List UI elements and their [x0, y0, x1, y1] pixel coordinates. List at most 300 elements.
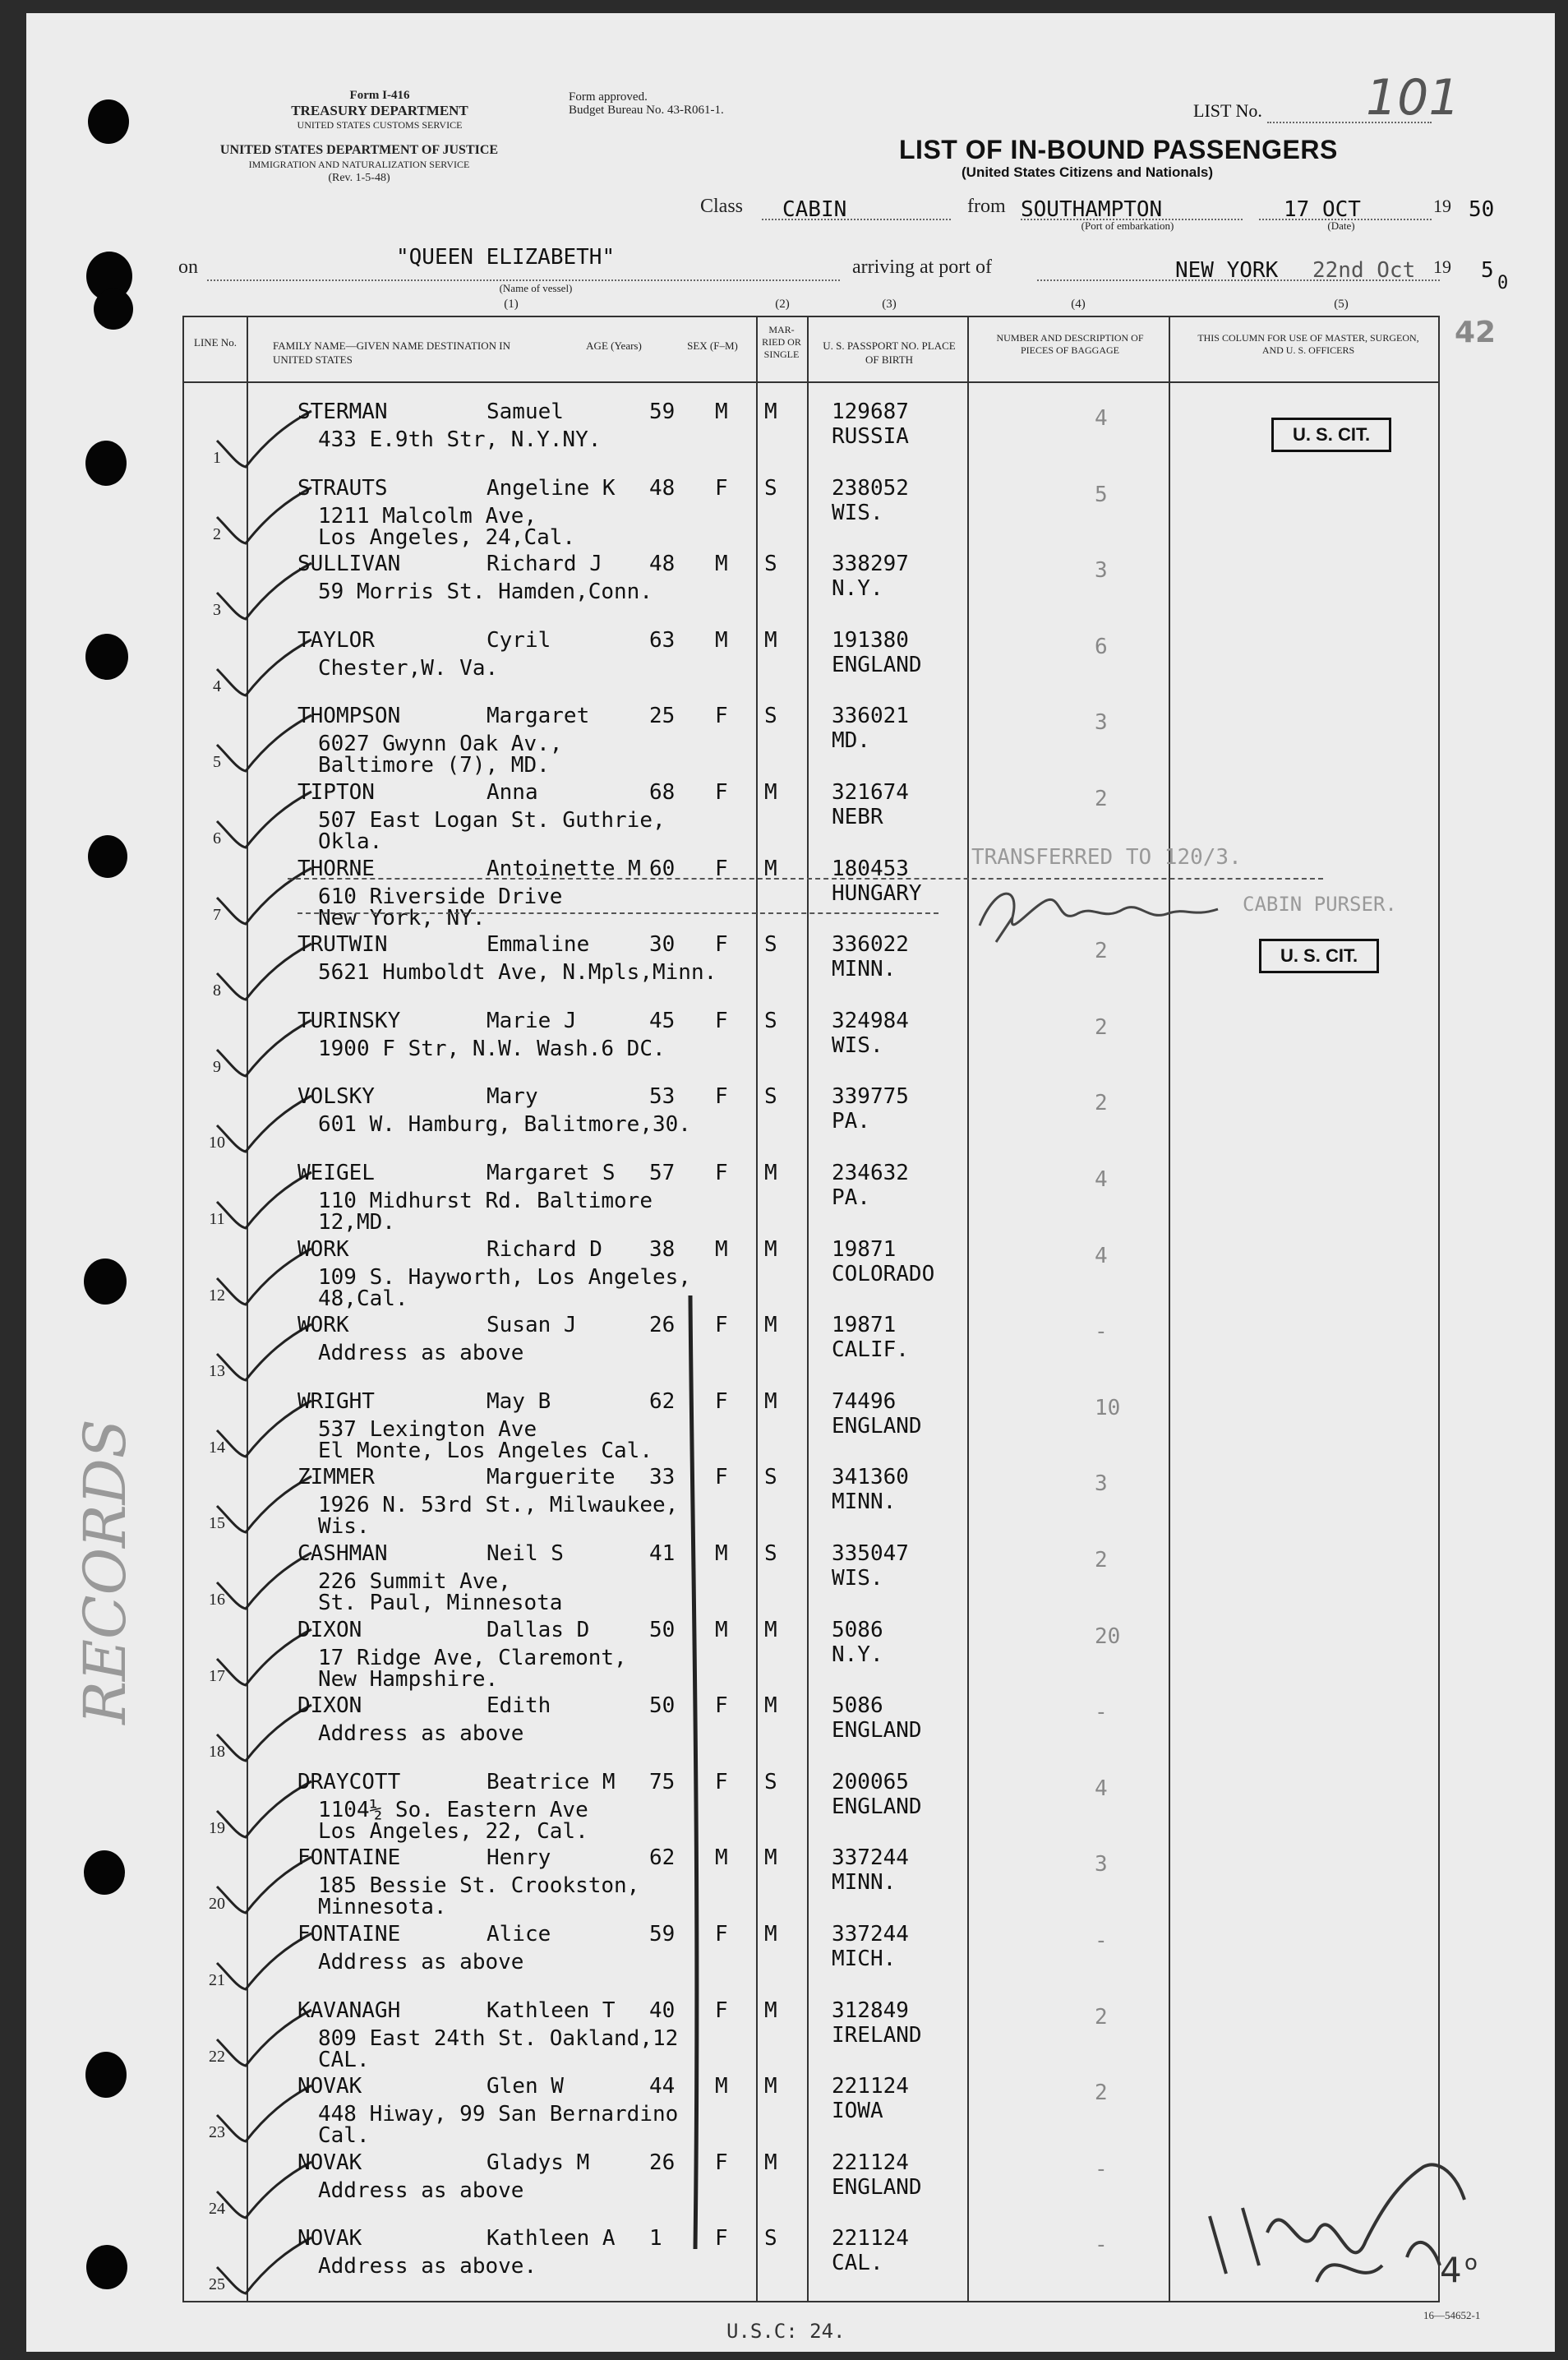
column-number: (4) [1071, 298, 1086, 311]
age: 50 [649, 1693, 676, 1719]
baggage-count: 3 [1095, 710, 1108, 736]
address-line-2: El Monte, Los Angeles Cal. [318, 1438, 653, 1463]
year-prefix: 19 [1433, 196, 1451, 216]
line-number: 13 [209, 1362, 225, 1381]
address-line-1: 507 East Logan St. Guthrie, [318, 808, 666, 833]
address-line-1: Address as above [318, 2178, 524, 2203]
sex: M [715, 1236, 728, 1262]
given-name: Beatrice M [487, 1769, 616, 1794]
address-line-1: 110 Midhurst Rd. Baltimore [318, 1189, 653, 1213]
birthplace: ENGLAND [832, 1413, 922, 1439]
age: 48 [649, 475, 676, 501]
line-number: 5 [213, 753, 221, 772]
baggage-count: 2 [1095, 2081, 1108, 2106]
line-number: 7 [213, 905, 221, 924]
line-number: 11 [209, 1210, 225, 1228]
strike-line [297, 912, 938, 914]
passport-number: 74496 [832, 1388, 897, 1414]
family-name: THOMPSON [297, 704, 401, 729]
passport-number: 180453 [832, 856, 909, 881]
family-name: KAVANAGH [297, 1997, 401, 2023]
sex: M [715, 1617, 728, 1642]
given-name: Marie J [487, 1008, 577, 1033]
given-name: Kathleen T [487, 1997, 616, 2023]
age: 44 [649, 2074, 676, 2099]
family-name: WORK [297, 1313, 349, 1338]
line-number: 3 [213, 601, 221, 620]
baggage-count: 2 [1095, 939, 1108, 964]
line-number: 12 [209, 1286, 225, 1305]
family-name: ZIMMER [297, 1465, 375, 1490]
family-name: WEIGEL [297, 1161, 375, 1185]
line-number: 15 [209, 1514, 225, 1533]
address-line-2: Cal. [318, 2123, 370, 2149]
class-label: Class [700, 196, 744, 217]
birthplace: MD. [832, 728, 870, 754]
sex: M [715, 1541, 728, 1566]
line-number: 21 [209, 1971, 225, 1989]
marital-status: M [764, 627, 777, 653]
given-name: Richard D [487, 1236, 602, 1262]
sex: F [715, 1313, 728, 1338]
address-line-1: 6027 Gwynn Oak Av., [318, 732, 563, 757]
line-number: 19 [209, 1818, 225, 1837]
marital-status: S [764, 1008, 777, 1033]
table-right-border [1438, 316, 1440, 2302]
age: 40 [649, 1997, 676, 2023]
address-line-1: 1104½ So. Eastern Ave [318, 1797, 588, 1822]
age: 57 [649, 1161, 676, 1185]
passport-number: 234632 [832, 1161, 909, 1185]
address-line-1: 109 S. Hayworth, Los Angeles, [318, 1264, 691, 1290]
sex: F [715, 856, 728, 881]
inspector-signature [1193, 2118, 1506, 2307]
birthplace: WIS. [832, 1566, 883, 1591]
family-name: DRAYCOTT [297, 1769, 401, 1794]
passport-number: 221124 [832, 2074, 909, 2099]
sex: M [715, 1845, 728, 1871]
family-name: NOVAK [297, 2074, 362, 2099]
address-line-2: New York, NY. [318, 905, 486, 931]
svg-text:4: 4 [1440, 2250, 1462, 2290]
baggage-count: - [1095, 2156, 1108, 2182]
age: 48 [649, 552, 676, 577]
vessel-name: "QUEEN ELIZABETH" [396, 245, 616, 270]
passport-number: 336022 [832, 932, 909, 958]
line-number: 18 [209, 1743, 225, 1762]
passport-number: 321674 [832, 780, 909, 805]
marital-status: M [764, 1693, 777, 1719]
baggage-count: - [1095, 1928, 1108, 1953]
marital-status: M [764, 1388, 777, 1414]
given-name: Margaret S [487, 1161, 616, 1185]
given-name: Anna [487, 780, 538, 805]
form-number: Form I-416 [349, 89, 410, 102]
date-caption: (Date) [1327, 219, 1355, 232]
line-number: 25 [209, 2275, 225, 2294]
marital-status: M [764, 1236, 777, 1262]
column-number: (5) [1334, 298, 1349, 311]
sex: F [715, 1769, 728, 1794]
port-of-embarkation: SOUTHAMPTON [1021, 197, 1163, 222]
age: 62 [649, 1388, 676, 1414]
given-name: May B [487, 1388, 551, 1414]
baggage-count: 4 [1095, 1167, 1108, 1192]
birthplace: HUNGARY [832, 880, 922, 906]
line-number: 16 [209, 1591, 225, 1609]
punch-hole [85, 2052, 127, 2098]
family-name: NOVAK [297, 2226, 362, 2251]
birthplace: WIS. [832, 1032, 883, 1058]
sex: M [715, 627, 728, 653]
baggage-count: 2 [1095, 1014, 1108, 1040]
address-line-1: Address as above [318, 1341, 524, 1366]
year-suffix: 50 [1469, 197, 1495, 222]
marital-status: M [764, 1161, 777, 1185]
family-name: WORK [297, 1236, 349, 1262]
on-label: on [178, 256, 198, 278]
line-number: 9 [213, 1057, 221, 1076]
family-name: TRUTWIN [297, 932, 388, 958]
birthplace: MICH. [832, 1947, 897, 1971]
age: 59 [649, 399, 676, 424]
us-citizen-stamp: U. S. CIT. [1259, 939, 1379, 973]
marital-status: S [764, 2226, 777, 2251]
given-name: Cyril [487, 627, 551, 653]
given-name: Susan J [487, 1313, 577, 1338]
form-revision: (Rev. 1-5-48) [328, 172, 390, 184]
line-number: 22 [209, 2047, 225, 2066]
given-name: Dallas D [487, 1617, 590, 1642]
vessel-caption: (Name of vessel) [499, 282, 573, 294]
passport-number: 337244 [832, 1922, 909, 1947]
age: 30 [649, 932, 676, 958]
baggage-count: 2 [1095, 787, 1108, 811]
line-number: 2 [213, 524, 221, 543]
address-line-1: Address as above. [318, 2254, 537, 2279]
sex: F [715, 1084, 728, 1110]
address-line-2: New Hampshire. [318, 1666, 499, 1692]
family-name: TIPTON [297, 780, 375, 805]
port-embark-caption: (Port of embarkation) [1081, 219, 1174, 232]
line-number: 8 [213, 981, 221, 1000]
baggage-count: 5 [1095, 482, 1108, 507]
address-line-1: 601 W. Hamburg, Balitmore,30. [318, 1112, 691, 1138]
column-divider [756, 316, 758, 2302]
passport-number: 129687 [832, 399, 909, 424]
given-name: Edith [487, 1693, 551, 1719]
age: 75 [649, 1769, 676, 1794]
address-line-2: St. Paul, Minnesota [318, 1591, 563, 1615]
passport-number: 335047 [832, 1541, 909, 1566]
marital-status: S [764, 552, 777, 577]
marital-status: M [764, 1845, 777, 1871]
birthplace: WIS. [832, 500, 883, 525]
passport-number: 337244 [832, 1845, 909, 1871]
given-name: Marguerite [487, 1465, 616, 1490]
table-top-border [182, 316, 1440, 317]
family-name: NOVAK [297, 2150, 362, 2175]
address-line-1: 5621 Humboldt Ave, N.Mpls,Minn. [318, 960, 717, 986]
marital-status: M [764, 856, 777, 881]
passport-number: 19871 [832, 1313, 897, 1338]
marital-status: M [764, 1313, 777, 1338]
marital-status: S [764, 1465, 777, 1490]
sex: F [715, 475, 728, 501]
treasury-department: TREASURY DEPARTMENT [291, 103, 468, 118]
sex: F [715, 2150, 728, 2175]
baggage-count: - [1095, 1700, 1108, 1725]
age: 1 [649, 2226, 662, 2251]
address-line-1: 17 Ridge Ave, Claremont, [318, 1645, 627, 1670]
line-number: 14 [209, 1438, 225, 1457]
age: 38 [649, 1236, 676, 1262]
baggage-count: 3 [1095, 1852, 1108, 1877]
line-number: 1 [213, 449, 221, 467]
age: 33 [649, 1465, 676, 1490]
baggage-count: 4 [1095, 1776, 1108, 1801]
birthplace: ENGLAND [832, 1794, 922, 1819]
manifest-subtitle: (United States Citizens and Nationals) [962, 164, 1214, 180]
list-no-value: 101 [1366, 69, 1460, 127]
header-baggage: NUMBER AND DESCRIPTION OF PIECES OF BAGGAGE [996, 332, 1144, 356]
family-name: TURINSKY [297, 1008, 401, 1033]
arrival-port: NEW YORK [1175, 258, 1279, 283]
passport-number: 221124 [832, 2226, 909, 2251]
address-line-1: 226 Summit Ave, [318, 1569, 511, 1594]
address-line-1: 1926 N. 53rd St., Milwaukee, [318, 1493, 679, 1518]
sex: M [715, 399, 728, 424]
given-name: Emmaline [487, 932, 590, 958]
address-line-1: 448 Hiway, 99 San Bernardino [318, 2102, 679, 2127]
family-name: VOLSKY [297, 1084, 375, 1110]
age: 26 [649, 1313, 676, 1338]
birthplace: IRELAND [832, 2022, 922, 2048]
given-name: Richard J [487, 552, 602, 577]
marital-status: M [764, 2074, 777, 2099]
age: 62 [649, 1845, 676, 1871]
address-line-1: 809 East 24th St. Oakland,12 [318, 2025, 679, 2051]
age: 45 [649, 1008, 676, 1033]
header-age: AGE (Years) [586, 339, 642, 352]
given-name: Angeline K [487, 475, 616, 501]
purser-signature [963, 876, 1251, 950]
margin-note: RECORDS [71, 1419, 139, 1725]
address-line-2: CAL. [318, 2047, 370, 2072]
arrival-year-suffix-2: 0 [1497, 273, 1509, 293]
age: 53 [649, 1084, 676, 1110]
baggage-count: 4 [1095, 406, 1108, 431]
marital-status: S [764, 475, 777, 501]
marital-status: M [764, 1617, 777, 1642]
punch-hole [88, 99, 129, 144]
sex: M [715, 2074, 728, 2099]
marital-status: S [764, 932, 777, 958]
baggage-count: 3 [1095, 558, 1108, 584]
marital-status: S [764, 1541, 777, 1566]
passport-number: 312849 [832, 1997, 909, 2023]
address-line-2: Baltimore (7), MD. [318, 753, 550, 778]
birthplace: MINN. [832, 957, 897, 982]
address-line-1: 59 Morris St. Hamden,Conn. [318, 580, 653, 605]
line-number: 6 [213, 829, 221, 847]
passport-number: 19871 [832, 1236, 897, 1262]
passport-number: 336021 [832, 704, 909, 729]
address-line-2: Okla. [318, 829, 383, 854]
given-name: Alice [487, 1922, 551, 1947]
header-name: FAMILY NAME—GIVEN NAME DESTINATION IN UNITED STATES [273, 339, 511, 366]
arriving-label: arriving at port of [852, 256, 992, 278]
baggage-count: 10 [1095, 1395, 1121, 1420]
punch-hole [85, 441, 127, 486]
birthplace: RUSSIA [832, 424, 909, 449]
address-line-2: Minnesota. [318, 1895, 447, 1920]
transferred-note: TRANSFERRED TO 120/3. [971, 845, 1242, 870]
print-code: 16—54652-1 [1423, 2309, 1481, 2321]
sex: F [715, 1465, 728, 1490]
passport-number: 338297 [832, 552, 909, 577]
us-citizen-stamp: U. S. CIT. [1271, 418, 1391, 452]
line-number: 24 [209, 2199, 225, 2218]
column-number: (2) [775, 298, 790, 311]
given-name: Kathleen A [487, 2226, 616, 2251]
family-name: DIXON [297, 1617, 362, 1642]
baggage-count: 2 [1095, 1091, 1108, 1116]
address-line-1: Chester,W. Va. [318, 655, 499, 681]
birthplace: MINN. [832, 1870, 897, 1896]
baggage-count: 6 [1095, 634, 1108, 659]
birthplace: PA. [832, 1109, 870, 1134]
passport-number: 221124 [832, 2150, 909, 2175]
punch-hole [86, 2245, 127, 2289]
form-approved: Form approved. [569, 90, 648, 104]
address-line-2: Wis. [318, 1514, 370, 1540]
given-name: Samuel [487, 399, 564, 424]
age: 50 [649, 1617, 676, 1642]
given-name: Antoinette M [487, 856, 641, 881]
address-line-1: Address as above [318, 1950, 524, 1974]
passport-number: 339775 [832, 1084, 909, 1110]
customs-service: UNITED STATES CUSTOMS SERVICE [297, 119, 463, 131]
address-line-1: 185 Bessie St. Crookston, [318, 1873, 640, 1899]
address-line-2: Los Angeles, 24,Cal. [318, 524, 576, 550]
birthplace: NEBR [832, 805, 883, 829]
birthplace: MINN. [832, 1489, 897, 1515]
passport-number: 191380 [832, 627, 909, 653]
family-name: FONTAINE [297, 1922, 401, 1947]
family-name: TAYLOR [297, 627, 375, 653]
given-name: Henry [487, 1845, 551, 1871]
age: 41 [649, 1541, 676, 1566]
sex: M [715, 552, 728, 577]
address-line-1: 537 Lexington Ave [318, 1416, 537, 1442]
punch-hole [88, 835, 127, 878]
family-name: STERMAN [297, 399, 388, 424]
table-header-border [182, 381, 1440, 383]
punch-hole [85, 634, 128, 680]
line-number: 10 [209, 1134, 225, 1152]
line-number: 20 [209, 1895, 225, 1914]
family-name: CASHMAN [297, 1541, 388, 1566]
birthplace: N.Y. [832, 576, 883, 602]
marital-status: M [764, 2150, 777, 2175]
birthplace: N.Y. [832, 1642, 883, 1667]
family-name: FONTAINE [297, 1845, 401, 1871]
column-number: (1) [504, 298, 519, 311]
arrival-date: 22nd Oct [1312, 258, 1416, 283]
address-line-1: 610 Riverside Drive [318, 884, 563, 909]
sex: F [715, 1922, 728, 1947]
age: 60 [649, 856, 676, 881]
address-line-2: Los Angeles, 22, Cal. [318, 1818, 588, 1844]
birthplace: ENGLAND [832, 652, 922, 677]
marital-status: S [764, 704, 777, 729]
family-name: SULLIVAN [297, 552, 401, 577]
justice-department: UNITED STATES DEPARTMENT OF JUSTICE [219, 143, 499, 157]
manifest-page [26, 13, 1555, 2352]
age: 68 [649, 780, 676, 805]
line-number: 17 [209, 1666, 225, 1685]
column-divider [967, 316, 969, 2302]
arrival-year-suffix: 5 [1481, 258, 1494, 283]
given-name: Margaret [487, 704, 590, 729]
column-number: (3) [882, 298, 897, 311]
table-left-border [182, 316, 184, 2302]
sex: F [715, 1161, 728, 1185]
birthplace: IOWA [832, 2099, 883, 2124]
bracket-mark [667, 1279, 733, 2282]
punch-hole [94, 289, 133, 330]
punch-hole [84, 1850, 125, 1895]
birthplace: CALIF. [832, 1337, 909, 1363]
address-line-2: 12,MD. [318, 1210, 395, 1235]
manifest-title: LIST OF IN-BOUND PASSENGERS [899, 135, 1338, 164]
given-name: Neil S [487, 1541, 564, 1566]
passport-number: 200065 [832, 1769, 909, 1794]
birthplace: ENGLAND [832, 1718, 922, 1743]
column-divider [807, 316, 809, 2302]
punch-hole [84, 1259, 127, 1305]
sex: F [715, 932, 728, 958]
sex: F [715, 704, 728, 729]
sex: F [715, 780, 728, 805]
departure-date: 17 OCT [1284, 197, 1361, 222]
family-name: WRIGHT [297, 1388, 375, 1414]
class-value: CABIN [782, 197, 847, 222]
age: 26 [649, 2150, 676, 2175]
baggage-count: - [1095, 1319, 1108, 1345]
line-number: 4 [213, 677, 221, 695]
passport-number: 324984 [832, 1008, 909, 1033]
address-line-1: Address as above [318, 1721, 524, 1747]
marital-status: M [764, 399, 777, 424]
header-passport: U. S. PASSPORT NO. PLACE OF BIRTH [823, 339, 956, 366]
baggage-count: 20 [1095, 1623, 1121, 1649]
header-line-no: LINE No. [194, 336, 237, 349]
passport-number: 238052 [832, 475, 909, 501]
family-name: STRAUTS [297, 475, 388, 501]
sheet-mark: 42 [1455, 316, 1497, 349]
marital-status: M [764, 780, 777, 805]
from-label: from [967, 196, 1006, 217]
arrival-year-prefix: 19 [1433, 256, 1451, 277]
svg-text:o: o [1464, 2251, 1478, 2275]
birthplace: PA. [832, 1185, 870, 1210]
sex: F [715, 2226, 728, 2251]
passport-number: 5086 [832, 1617, 883, 1642]
line-number: 23 [209, 2123, 225, 2142]
family-name: THORNE [297, 856, 375, 881]
